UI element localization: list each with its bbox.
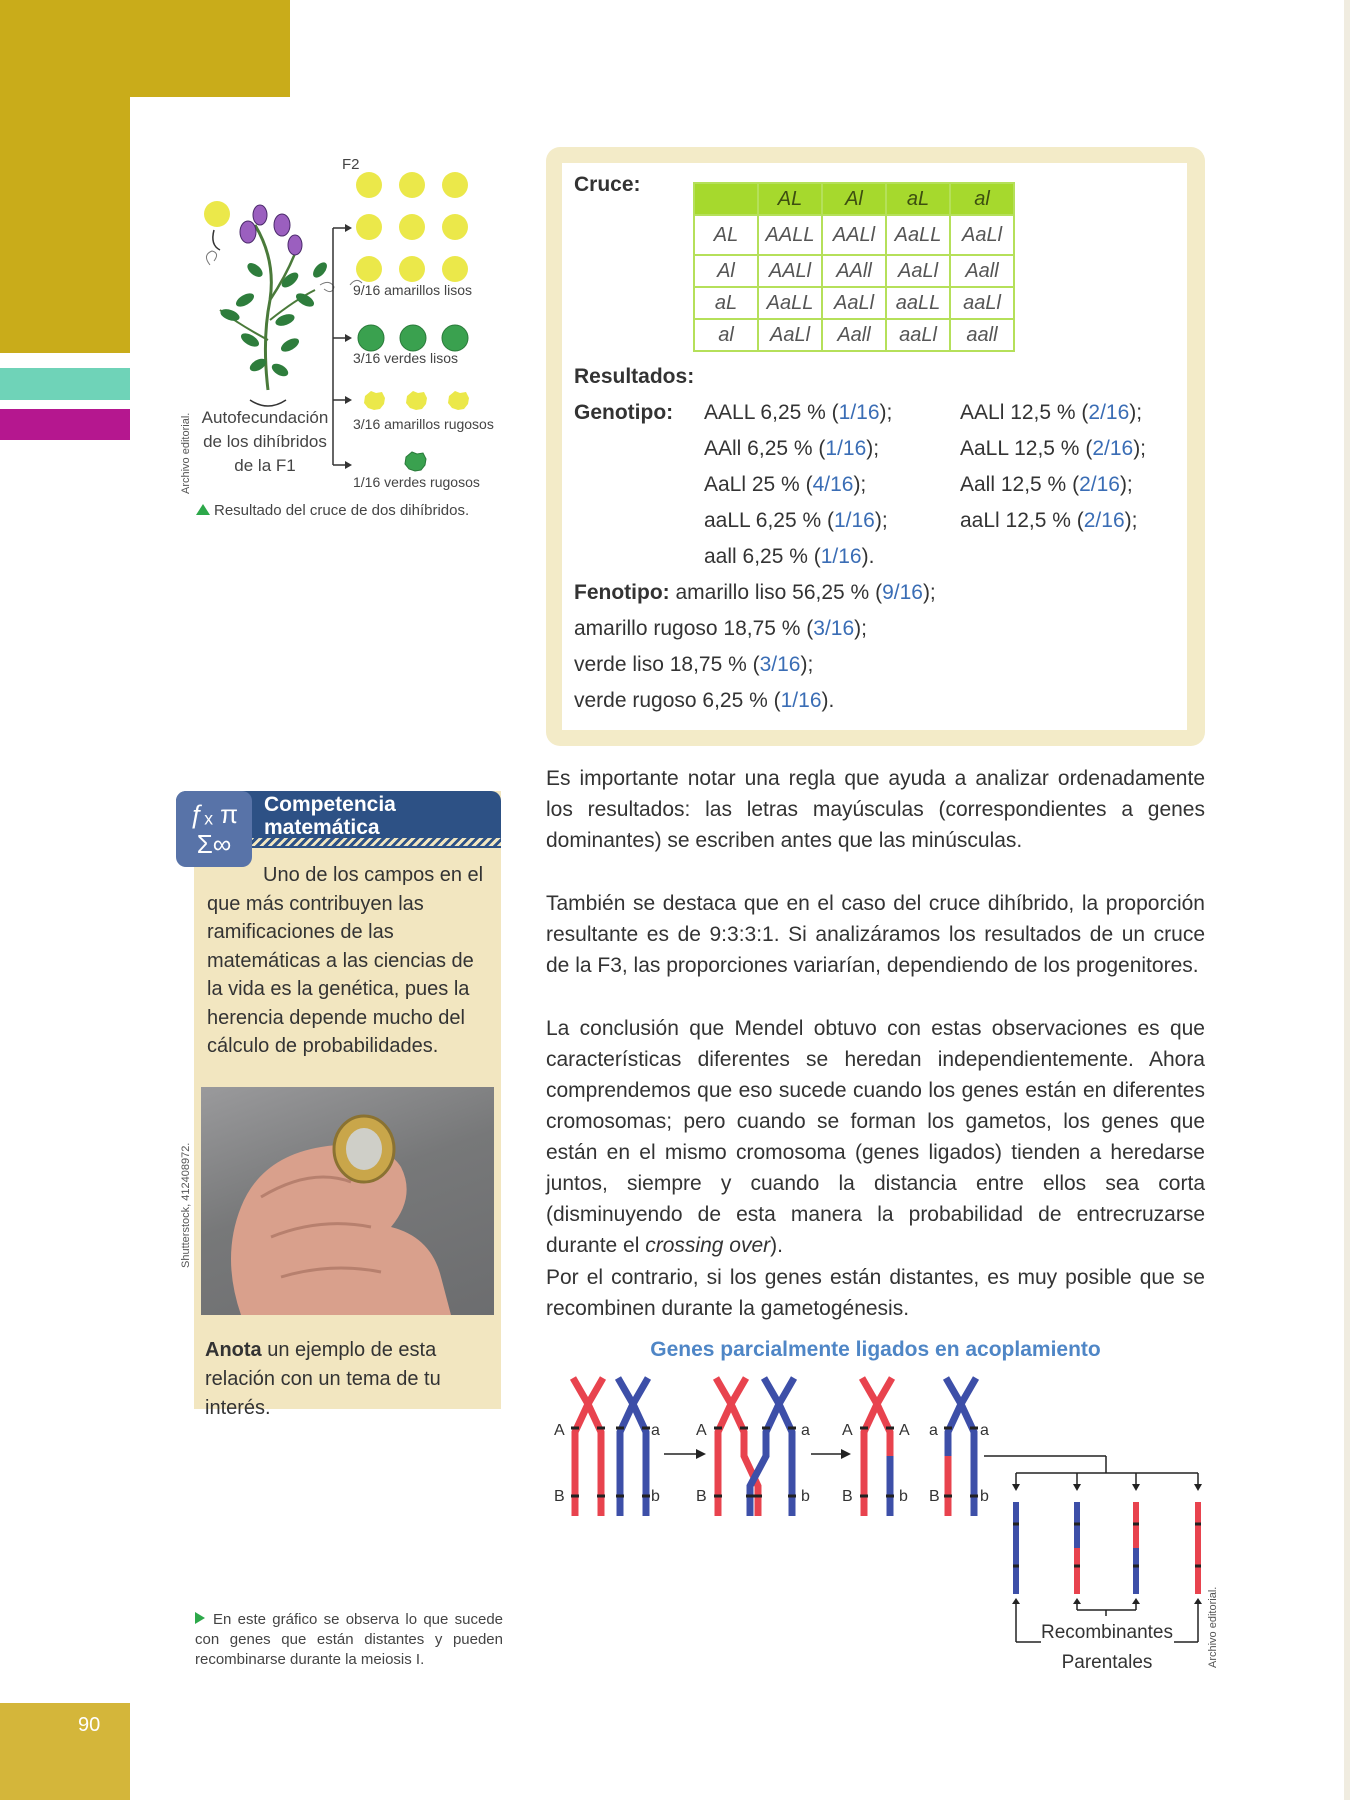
chromosome-pair [573,1378,648,1516]
genotipo-label: Genotipo: [574,401,674,424]
cross-results-box [546,147,1205,746]
genotype-result: AAll 6,25 % (1/16); [704,437,880,460]
parent-pea [204,201,230,227]
punnett-cell: aaLl [886,319,950,351]
paragraph: Por el contrario, si los genes están distantes, es muy posible que se recombinen durante la gametogénesis. [546,1266,1205,1320]
chromosome-recombined [862,1378,976,1516]
punnett-cell: AaLl [886,255,950,287]
allele-label: B [554,1488,565,1505]
allele-label: b [980,1488,989,1505]
decorative-gold-band-bottom [0,1703,130,1800]
punnett-row-label: Al [694,255,758,287]
phenotype-result: verde rugoso 6,25 % (1/16). [574,689,835,712]
punnett-cell: AaLl [950,215,1014,255]
allele-label: B [696,1488,707,1505]
allele-label: A [842,1422,853,1439]
allele-label: B [929,1488,940,1505]
page-edge [1344,0,1350,1800]
competencia-title: Competencia matemática [264,793,396,839]
competencia-header-stripe [246,838,501,846]
recombinantes-label: Recombinantes [1040,1622,1174,1643]
decorative-teal-strip [0,368,130,400]
punnett-cell: Aall [822,319,886,351]
punnett-header-cell: AL [758,183,822,215]
dihybrid-cross-diagram [190,150,530,530]
triangle-icon [196,504,210,515]
ratio-label: 1/16 verdes rugosos [353,474,480,490]
allele-label: b [801,1488,810,1505]
punnett-header-cell: Al [822,183,886,215]
punnett-cell: AALL [758,215,822,255]
genotype-result: aaLL 6,25 % (1/16); [704,509,888,532]
punnett-cell: AaLL [886,215,950,255]
allele-label: A [696,1422,707,1439]
genotype-result: aall 6,25 % (1/16). [704,545,875,568]
cross-results-inner [562,163,1187,730]
punnett-cell: AALl [822,215,886,255]
punnett-row-label: al [694,319,758,351]
bracket-arrows [333,228,345,465]
figure-caption: Resultado del cruce de dos dihíbridos. [196,502,469,519]
ratio-label: 3/16 verdes lisos [353,350,459,366]
pea-yellow-smooth [356,172,468,282]
allele-label: b [651,1488,660,1505]
punnett-row-label: AL [694,215,758,255]
triangle-icon [195,1612,205,1624]
punnett-cell: aaLl [950,287,1014,319]
self-fertilization-label: Autofecundación de los dihíbridos de la F1 [201,408,329,475]
allele-label: a [980,1422,989,1439]
chromosome-diagram [546,1376,1226,1676]
genotype-result: Aall 12,5 % (2/16); [960,473,1133,496]
decorative-gold-band-top [0,0,290,97]
genotype-result: AALL 6,25 % (1/16); [704,401,893,424]
punnett-header-cell: aL [886,183,950,215]
ratio-label: 3/16 amarillos rugosos [353,416,494,432]
decorative-magenta-strip [0,409,130,440]
leaf-icon [219,260,330,379]
pea-green-smooth [358,325,468,351]
photo-credit: Shutterstock, 412408972. [180,1142,192,1268]
chromosome-diagram-title: Genes parcialmente ligados en acoplamiento [650,1338,1101,1361]
cruce-label: Cruce: [574,173,641,196]
genotype-result: AaLL 12,5 % (2/16); [960,437,1147,460]
ratio-label: 9/16 amarillos lisos [353,282,473,298]
punnett-row-label: aL [694,287,758,319]
punnett-cell: aaLL [886,287,950,319]
gamete-chromosome [1016,1502,1198,1594]
paragraph: Es importante notar una regla que ayuda a analizar ordenadamente los resultados: las letras mayúsculas (correspondientes a genes dominantes) se escriben antes que las minúsculas. [546,767,1205,852]
allele-label: a [801,1422,810,1439]
allele-label: b [899,1488,908,1505]
punnett-cell: AaLl [758,319,822,351]
competencia-body: Uno de los campos en el que más contribuyen las ramificaciones de las matemáticas a las ciencias de la vida es la genética, pues la herencia depende mucho del cálculo de probabilidades. [207,864,484,1057]
punnett-cell: AALl [758,255,822,287]
punnett-cell: AaLl [822,287,886,319]
decorative-gold-band-side [0,97,130,353]
punnett-cell: AaLL [758,287,822,319]
punnett-cell: Aall [950,255,1014,287]
arrow-icon [664,1449,706,1459]
arrow-icon [811,1449,851,1459]
image-credit: Archivo editorial. [1207,1586,1219,1668]
allele-label: A [899,1422,910,1439]
competencia-note: Anota un ejemplo de esta relación con un tema de tu interés. [205,1339,441,1419]
gamete-bracket [984,1456,1198,1484]
arrow-icon [213,230,220,250]
punnett-corner [694,183,758,215]
punnett-square [693,182,1015,352]
paragraph: También se destaca que en el caso del cruce dihíbrido, la proporción resultante es de 9:3:3:1. Si analizáramos los resultados de un cruce de la F3, las proporciones variarían, dependiendo de los progenitores. [546,892,1205,977]
allele-label: a [651,1422,660,1439]
pea-green-wrinkled [405,452,426,471]
image-credit: Archivo editorial. [180,412,192,494]
coin-hand-photo [201,1087,494,1315]
f2-label: F2 [342,156,360,173]
genotype-result: AaLl 25 % (4/16); [704,473,867,496]
genotype-result: AALl 12,5 % (2/16); [960,401,1143,424]
punnett-cell: AAll [822,255,886,287]
allele-label: A [554,1422,565,1439]
paragraph: La conclusión que Mendel obtuvo con estas observaciones es que características diferentes se heredan independientemente. Ahora comprendemos que eso sucede cuando los genes están en diferentes cromosomas; pero cuando se forman los gametos, los genes que están en el mismo cromosoma (genes ligados) tienden a heredarse juntos, siempre y cuando la distancia entre ellos sea corta (disminuyendo de esta manera la probabilidad de entrecruzarse durante el crossing over). [546,1017,1205,1257]
genotype-result: aaLl 12,5 % (2/16); [960,509,1138,532]
phenotype-result: amarillo rugoso 18,75 % (3/16); [574,617,867,640]
pea-yellow-wrinkled [364,391,469,410]
allele-label: B [842,1488,853,1505]
phenotype-result: Fenotipo: amarillo liso 56,25 % (9/16); [574,581,936,604]
chromosome-caption: En este gráfico se observa lo que sucede con genes que están distantes y pueden recombinarse durante la meiosis I. [195,1611,503,1668]
punnett-cell: aall [950,319,1014,351]
flower-icon [240,205,302,255]
phenotype-result: verde liso 18,75 % (3/16); [574,653,814,676]
parentales-label: Parentales [1061,1652,1153,1673]
resultados-label: Resultados: [574,365,695,388]
punnett-header-cell: al [950,183,1014,215]
math-symbols-icon: ƒₓ π Σ∞ [176,791,252,867]
allele-label: a [929,1422,938,1439]
page-number: 90 [78,1714,101,1736]
